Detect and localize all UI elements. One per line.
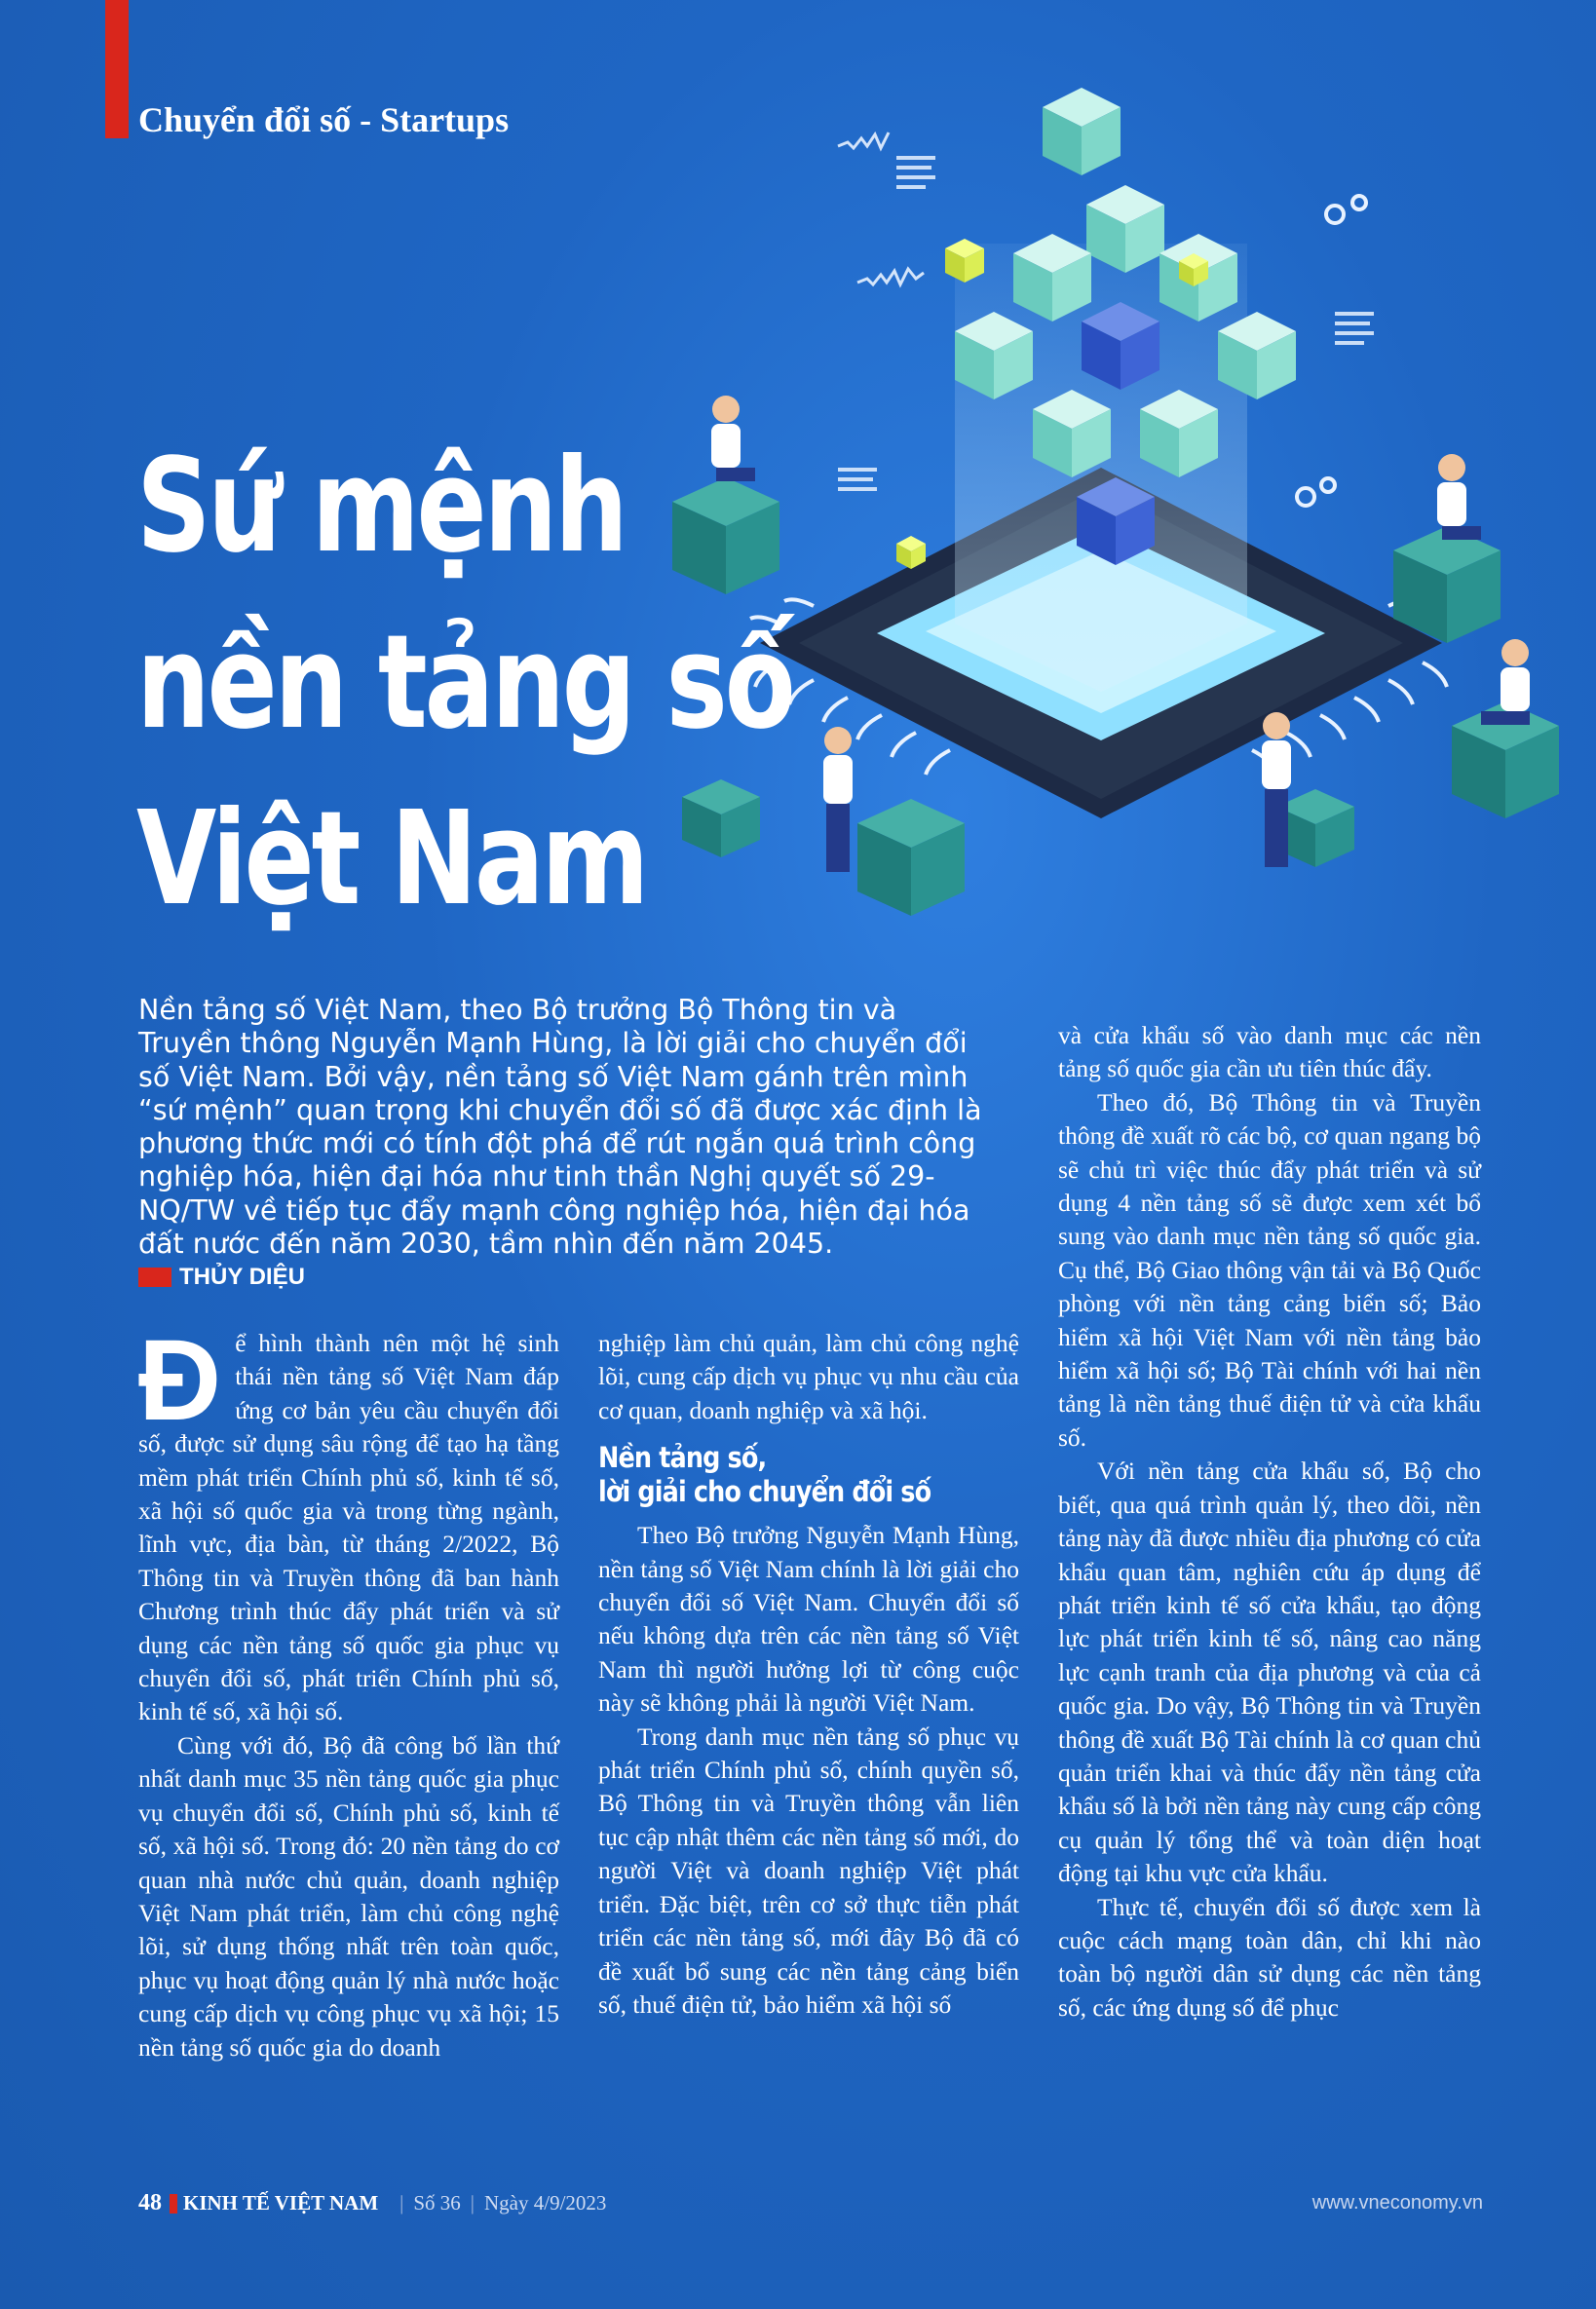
magazine-name: KINH TẾ VIỆT NAM <box>183 2191 379 2214</box>
section-label: Chuyển đổi số - Startups <box>138 100 510 139</box>
paragraph: ể hình thành nên một hệ sinh thái nền tảng số Việt Nam đáp ứng cơ bản yêu cầu chuyển đổi số, được sử dụng sâu rộng để tạo hạ tầng mềm phát triển Chính phủ số, kinh tế số, xã hội số quốc gia và trong từng ngành, lĩnh vực, địa bàn, từ tháng 2/2022, Bộ Thông tin và Truyền thông đã ban hành Chương trình thúc đẩy phát triển và sử dụng các nền tảng số quốc gia phục vụ chuyển đổi số, phát triển Chính phủ số, kinh tế số, xã hội số. <box>138 1329 559 1726</box>
issue-date: Ngày 4/9/2023 <box>484 2191 607 2214</box>
body-column-3 <box>1058 1019 1481 2025</box>
body-column-1 <box>138 1316 559 2064</box>
issue-number: Số 36 <box>413 2191 461 2214</box>
paragraph: Với nền tảng cửa khẩu số, Bộ cho biết, qua quá trình quản lý, theo dõi, nền tảng này đã được nhiều địa phương có cửa khẩu quan tâm, nghiên cứu áp dụng để phát triển kinh tế số cửa khẩu, tạo động lực phát triển kinh tế số, nâng cao năng lực cạnh tranh của địa phương và của cả quốc gia. Do vậy, Bộ Thông tin và Truyền thông đề xuất Bộ Tài chính là cơ quan chủ quản triển khai và thúc đẩy nền tảng cửa khẩu số là bởi nền tảng này cung cấp công cụ quản lý tổng thể và toàn diện hoạt động tại khu vực cửa khẩu. <box>1058 1457 1481 1888</box>
paragraph: và cửa khẩu số vào danh mục các nền tảng số quốc gia cần ưu tiên thúc đẩy. <box>1058 1021 1481 1083</box>
paragraph: nghiệp làm chủ quản, làm chủ công nghệ lõi, cung cấp dịch vụ phục vụ nhu cầu của cơ quan, doanh nghiệp và xã hội. <box>598 1329 1019 1424</box>
body-column-2 <box>598 1327 1019 2022</box>
section-marker-bar <box>105 0 129 138</box>
separator: | <box>470 2191 475 2214</box>
paragraph: Theo Bộ trưởng Nguyễn Mạnh Hùng, nền tảng số Việt Nam chính là lời giải cho chuyển đổi số Việt Nam. Chuyển đổi số nếu không dựa trên các nền tảng số Việt Nam thì người hưởng lợi từ công cuộc này sẽ không phải là người Việt Nam. <box>598 1521 1019 1718</box>
title-line-1: Sứ mệnh <box>136 432 626 582</box>
page-number: 48 <box>138 2190 162 2215</box>
title-line-3: Việt Nam <box>136 784 647 934</box>
paragraph: Cùng với đó, Bộ đã công bố lần thứ nhất danh mục 35 nền tảng quốc gia phục vụ chuyển đổi số, Chính phủ số, kinh tế số, xã hội số. Trong đó: 20 nền tảng do cơ quan nhà nước chủ quản, doanh nghiệp Việt Nam phát triển, làm chủ công nghệ lõi, sử dụng thống nhất trên toàn quốc, phục vụ hoạt động quản lý nhà nước hoặc cung cấp dịch vụ công phục vụ xã hội; 15 nền tảng số quốc gia do doanh <box>138 1730 559 2062</box>
footer-mark-icon <box>170 2194 177 2214</box>
article-title <box>136 419 793 948</box>
website-url[interactable]: www.vneconomy.vn <box>1311 2192 1483 2214</box>
subheading-line-1: Nền tảng số, <box>598 1441 767 1475</box>
paragraph: Theo đó, Bộ Thông tin và Truyền thông đề xuất rõ các bộ, cơ quan ngang bộ sẽ chủ trì việc thúc đẩy phát triển và sử dụng 4 nền tảng số sẽ được xem xét bổ sung vào danh mục nền tảng số quốc gia. Cụ thể, Bộ Giao thông vận tải và Bộ Quốc phòng với nền tảng cảng biển số; Bảo hiểm xã hội Việt Nam với nền tảng bảo hiểm xã hội số; Bộ Tài chính với hai nền tảng là nền tảng thuế điện tử và cửa khẩu số. <box>1058 1087 1481 1452</box>
subheading <box>598 1441 969 1509</box>
subheading-line-2: lời giải cho chuyển đổi số <box>598 1475 931 1509</box>
chip-illustration <box>633 19 1596 984</box>
author-name: THỦY DIỆU <box>179 1264 305 1290</box>
author-byline <box>138 1264 305 1291</box>
title-line-2: nền tảng số <box>136 608 793 758</box>
drop-cap: Đ <box>138 1316 222 1445</box>
lead-paragraph: Nền tảng số Việt Nam, theo Bộ trưởng Bộ Thông tin và Truyền thông Nguyễn Mạnh Hùng, là lời giải cho chuyển đổi số Việt Nam. Bởi vậy, nền tảng số Việt Nam gánh trên mình “sứ mệnh” quan trọng khi chuyển đổi số đã được xác định là phương thức mới có tính đột phá để rút ngắn quá trình công nghiệp hóa, hiện đại hóa như tinh thần Nghị quyết số 29-NQ/TW về tiếp tục đẩy mạnh công nghiệp hóa, hiện đại hóa đất nước đến năm 2030, tầm nhìn đến năm 2045. <box>138 994 982 1261</box>
magazine-logo-icon <box>138 1268 171 1287</box>
paragraph: Thực tế, chuyển đổi số được xem là cuộc cách mạng toàn dân, chỉ khi nào toàn bộ người dân sử dụng các nền tảng số, các ứng dụng số để phục <box>1058 1892 1481 2022</box>
paragraph: Trong danh mục nền tảng số phục vụ phát triển Chính phủ số, chính quyền số, Bộ Thông tin và Truyền thông vẫn liên tục cập nhật thêm các nền tảng số mới, do người Việt và doanh nghiệp Việt phát triển. Đặc biệt, trên cơ sở thực tiễn phát triển các nền tảng số, mới đây Bộ đã có đề xuất bổ sung các nền tảng cảng biển số, thuế điện tử, bảo hiểm xã hội số <box>598 1722 1019 2019</box>
page-footer <box>138 2190 1483 2216</box>
separator: | <box>399 2191 404 2214</box>
